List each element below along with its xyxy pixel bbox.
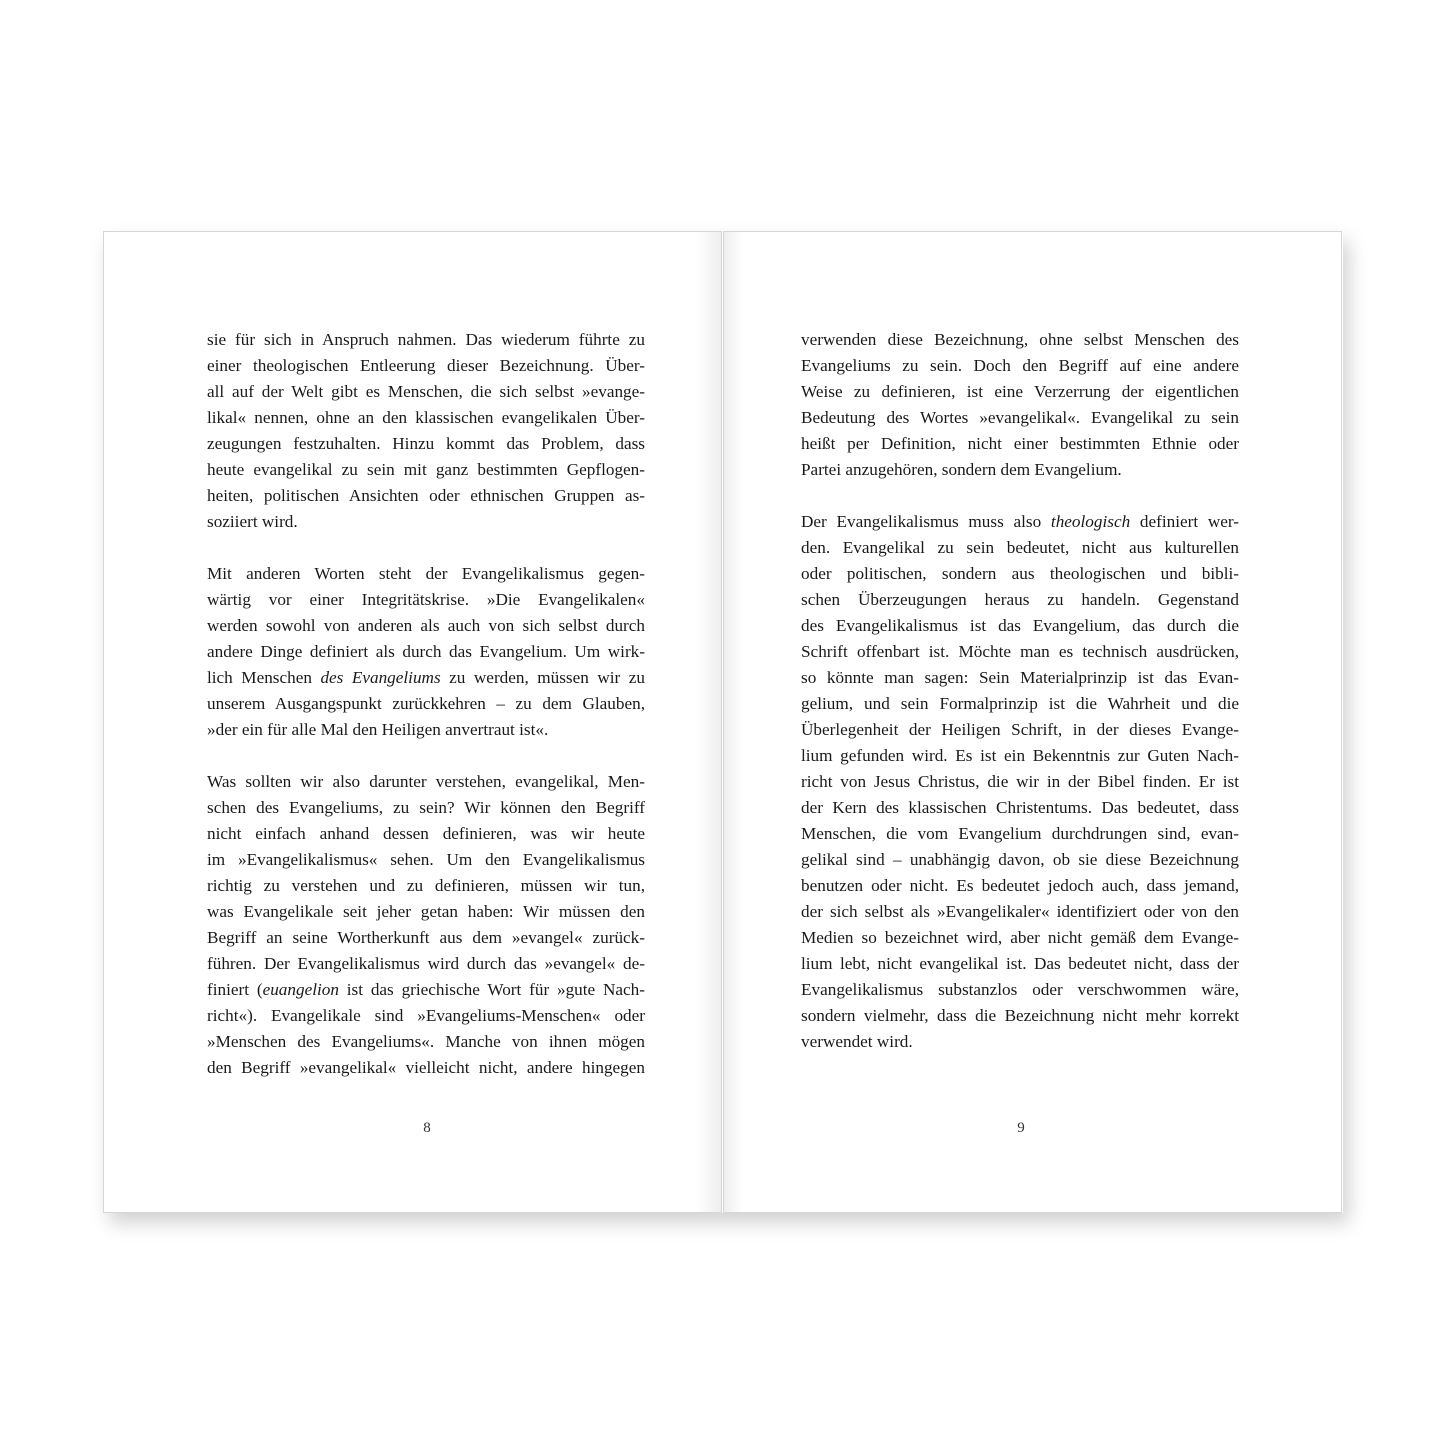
text-line: Medien so bezeichnet wird, aber nicht gemäß dem Evange-	[801, 928, 1239, 947]
text-line: Mit anderen Worten steht der Evangelikalismus gegen-	[207, 564, 645, 583]
text-line: im »Evangelikalismus« sehen. Um den Evangelikalismus	[207, 850, 645, 869]
text-line: Der Evangelikalismus muss also theologisch definiert wer-	[801, 512, 1239, 531]
text-line: was Evangelikale seit jeher getan haben: Wir müssen den	[207, 902, 645, 921]
text-line: »der ein für alle Mal den Heiligen anvertraut ist«.	[207, 720, 549, 739]
paragraph	[207, 561, 645, 743]
text-line: der sich selbst als »Evangelikaler« identifiziert oder von den	[801, 902, 1239, 921]
text-line: unserem Ausgangspunkt zurückkehren – zu dem Glauben,	[207, 694, 645, 713]
text-line: wärtig vor einer Integritätskrise. »Die Evangelikalen«	[207, 590, 645, 609]
text-line: zeugungen festzuhalten. Hinzu kommt das Problem, dass	[207, 434, 645, 453]
left-page-body-text	[207, 327, 645, 1081]
text-line: Was sollten wir also darunter verstehen, evangelikal, Men-	[207, 772, 645, 791]
text-line: des Evangelikalismus ist das Evangelium, das durch die	[801, 616, 1239, 635]
text-line: lich Menschen des Evangeliums zu werden, müssen wir zu	[207, 668, 646, 687]
text-line: führen. Der Evangelikalismus wird durch das »evangel« de-	[207, 954, 645, 973]
text-line: heiten, politischen Ansichten oder ethnischen Gruppen as-	[207, 486, 645, 505]
text-line: »Menschen des Evangeliums«. Manche von ihnen mögen	[207, 1032, 645, 1051]
text-line: Überlegenheit der Heiligen Schrift, in der dieses Evange-	[801, 720, 1239, 739]
text-line: Evangelikalismus substanzlos oder verschwommen wäre,	[801, 980, 1239, 999]
text-line: lium lebt, nicht evangelikal ist. Das bedeutet nicht, dass der	[801, 954, 1239, 973]
text-line: richtig zu verstehen und zu definieren, müssen wir tun,	[207, 876, 645, 895]
text-line: andere Dinge definiert als durch das Evangelium. Um wirk-	[207, 642, 645, 661]
text-line: lium gefunden wird. Es ist ein Bekenntnis zur Guten Nach-	[801, 746, 1239, 765]
text-line: finiert (euangelion ist das griechische Wort für »gute Nach-	[207, 980, 645, 999]
text-line: likal« nennen, ohne an den klassischen evangelikalen Über-	[207, 408, 645, 427]
text-line: sie für sich in Anspruch nahmen. Das wiederum führte zu	[207, 330, 645, 349]
text-line: verwendet wird.	[801, 1032, 913, 1051]
left-page	[103, 231, 722, 1213]
text-line: Bedeutung des Wortes »evangelikal«. Evangelikal zu sein	[801, 408, 1239, 427]
right-page-body-text	[801, 327, 1239, 1055]
paragraph	[801, 327, 1239, 483]
paragraph	[207, 327, 645, 535]
text-line: nicht einfach anhand dessen definieren, was wir heute	[207, 824, 645, 843]
text-line: Schrift offenbart ist. Möchte man es technisch ausdrücken,	[801, 642, 1239, 661]
text-line: den Begriff »evangelikal« vielleicht nicht, andere hingegen	[207, 1058, 645, 1077]
paragraph	[801, 509, 1239, 1055]
text-line: so könnte man sagen: Sein Materialprinzip ist das Evan-	[801, 668, 1239, 687]
text-line: werden sowohl von anderen als auch von sich selbst durch	[207, 616, 645, 635]
text-line: den. Evangelikal zu sein bedeutet, nicht aus kulturellen	[801, 538, 1239, 557]
right-page	[723, 231, 1342, 1213]
page-number-right: 9	[1017, 1120, 1025, 1136]
text-line: verwenden diese Bezeichnung, ohne selbst Menschen des	[801, 330, 1239, 349]
text-line: gelium, und sein Formalprinzip ist die Wahrheit und die	[801, 694, 1239, 713]
text-line: Menschen, die vom Evangelium durchdrungen sind, evan-	[801, 824, 1239, 843]
text-line: sondern vielmehr, dass die Bezeichnung nicht mehr korrekt	[801, 1006, 1239, 1025]
paragraph	[207, 769, 645, 1081]
text-line: Partei anzugehören, sondern dem Evangelium.	[801, 460, 1122, 479]
book-spread	[103, 231, 1343, 1213]
text-line: einer theologischen Entleerung dieser Bezeichnung. Über-	[207, 356, 645, 375]
text-line: richt«). Evangelikale sind »Evangeliums-Menschen« oder	[207, 1006, 645, 1025]
text-line: Evangeliums zu sein. Doch den Begriff auf eine andere	[801, 356, 1239, 375]
text-line: soziiert wird.	[207, 512, 298, 531]
text-line: heute evangelikal zu sein mit ganz bestimmten Gepflogen-	[207, 460, 645, 479]
text-line: schen des Evangeliums, zu sein? Wir können den Begriff	[207, 798, 645, 817]
text-line: benutzen oder nicht. Es bedeutet jedoch auch, dass jemand,	[801, 876, 1239, 895]
text-line: Weise zu definieren, ist eine Verzerrung der eigentlichen	[801, 382, 1239, 401]
page-number-left: 8	[423, 1120, 431, 1136]
text-line: gelikal sind – unabhängig davon, ob sie diese Bezeichnung	[801, 850, 1239, 869]
text-line: richt von Jesus Christus, die wir in der Bibel finden. Er ist	[801, 772, 1239, 791]
text-line: heißt per Definition, nicht einer bestimmten Ethnie oder	[801, 434, 1239, 453]
text-line: schen Überzeugungen heraus zu handeln. Gegenstand	[801, 590, 1239, 609]
text-line: Begriff an seine Wortherkunft aus dem »evangel« zurück-	[207, 928, 645, 947]
text-line: oder politischen, sondern aus theologischen und bibli-	[801, 564, 1239, 583]
text-line: der Kern des klassischen Christentums. Das bedeutet, dass	[801, 798, 1239, 817]
text-line: all auf der Welt gibt es Menschen, die sich selbst »evange-	[207, 382, 645, 401]
